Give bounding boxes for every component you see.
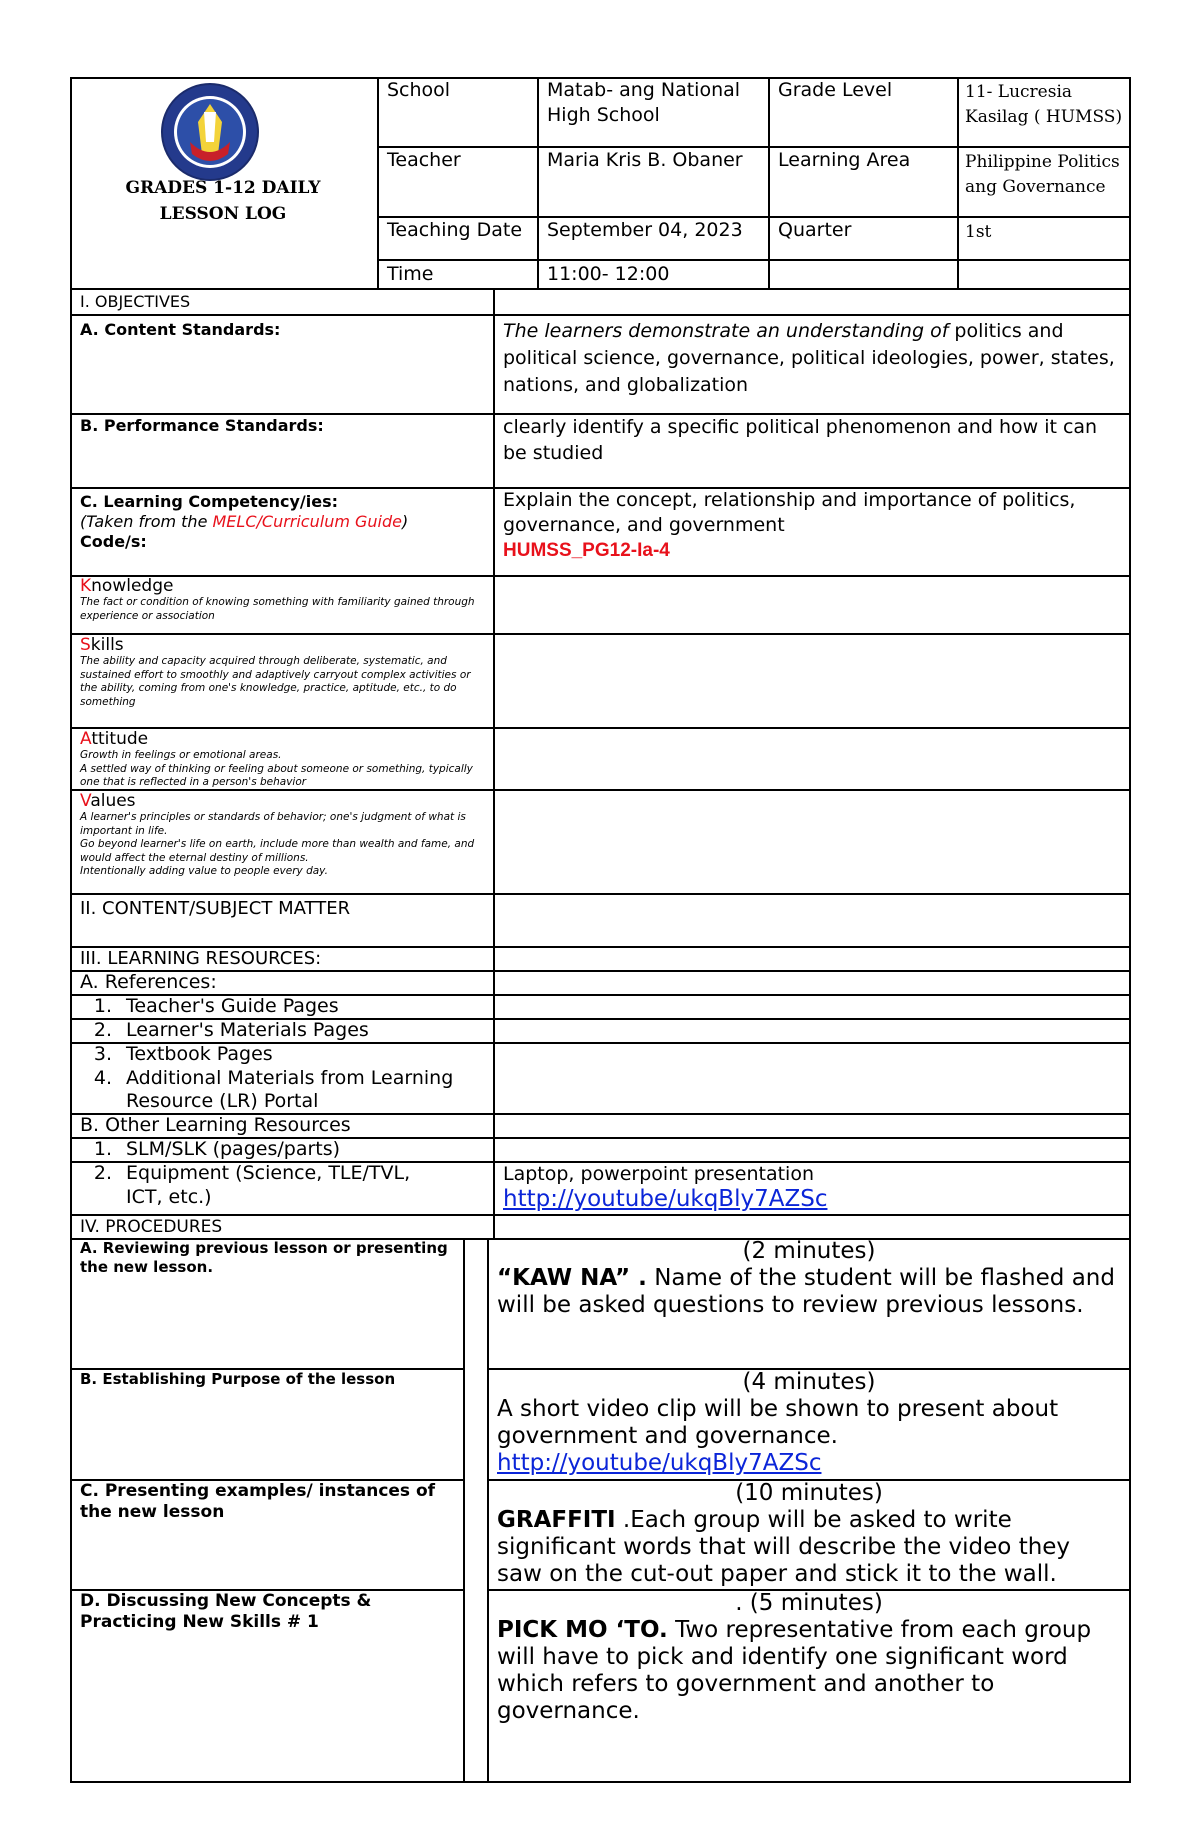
skills-block: Skills The ability and capacity acquired through deliberate, systematic, and sustained effort to smoothly and adaptively carryout complex activities or the ability, coming from one's knowledge, practice, aptitude, etc., to do something [80, 635, 471, 708]
procedure-b-video-link[interactable]: http://youtube/ukqBly7AZSc [497, 1450, 822, 1476]
procedure-d-time: . (5 minutes) [735, 1590, 883, 1616]
teaching-date-value: September 04, 2023 [547, 219, 743, 241]
content-standards-label: A. Content Standards: [80, 320, 281, 339]
procedure-c-time: (10 minutes) [735, 1480, 883, 1506]
learning-area-value: Philippine Politics ang Governance [965, 152, 1120, 197]
teacher-value: Maria Kris B. Obaner [547, 149, 743, 171]
school-value: Matab- ang National High School [547, 79, 741, 126]
other-item: 2. Equipment (Science, TLE/TVL, [93, 1162, 411, 1184]
procedure-a-time: (2 minutes) [742, 1238, 876, 1264]
references-heading: A. References: [80, 971, 217, 993]
learning-competency-value: Explain the concept, relationship and importance of politics, governance, and government HUMSS_PG12-Ia-4 [503, 489, 1076, 561]
teaching-date-label: Teaching Date [387, 219, 523, 241]
teacher-label: Teacher [387, 149, 461, 171]
procedure-c-text: GRAFFITI .Each group will be asked to write significant words that will describe the video they saw on the cut-out paper and stick it to the wall. [497, 1507, 1071, 1587]
procedure-b-time: (4 minutes) [742, 1369, 876, 1395]
content-standards-value: The learners demonstrate an understanding of politics and political science, governance, political ideologies, power, states, nations, and globalization [503, 320, 1115, 396]
procedure-a-text: “KAW NA” . Name of the student will be flashed and will be asked questions to review previous lessons. [497, 1265, 1115, 1318]
learning-area-label: Learning Area [778, 149, 911, 171]
procedure-b-label: B. Establishing Purpose of the lesson [80, 1370, 396, 1388]
other-resources-heading: B. Other Learning Resources [80, 1114, 351, 1136]
values-block: Values A learner's principles or standards of behavior; one's judgment of what is important in life. Go beyond learner's life on earth, include more than wealth and fame, and would affect the eternal destiny of millions. Intentionally adding value to people every day. [80, 791, 475, 877]
grade-value: 11- Lucresia Kasilag ( HUMSS) [965, 82, 1123, 127]
other-item-continued: ICT, etc.) [126, 1186, 212, 1208]
page-title: GRADES 1-12 DAILY LESSON LOG [125, 178, 321, 224]
performance-standards-value: clearly identify a specific political phenomenon and how it can be studied [503, 416, 1098, 464]
procedures-heading: IV. PROCEDURES [80, 1217, 223, 1237]
performance-standards-label: B. Performance Standards: [80, 416, 324, 435]
ref-item: 3. Textbook Pages [93, 1043, 273, 1065]
time-value: 11:00- 12:00 [547, 263, 670, 285]
procedure-d-label: D. Discussing New Concepts & Practicing New Skills # 1 [80, 1591, 372, 1632]
other-item: 1. SLM/SLK (pages/parts) [93, 1138, 341, 1160]
ref-item: 1. Teacher's Guide Pages [93, 995, 339, 1017]
grade-label: Grade Level [778, 79, 893, 101]
time-label: Time [387, 263, 434, 285]
procedure-d-text: PICK MO ‘TO. Two representative from each group will have to pick and identify one significant word which refers to government and another to governance. [497, 1617, 1092, 1724]
deped-seal-logo [160, 82, 260, 182]
quarter-value: 1st [965, 222, 992, 242]
attitude-block: Attitude Growth in feelings or emotional areas. A settled way of thinking or feeling about someone or something, typically one that is reflected in a person's behavior [80, 729, 473, 788]
procedure-a-label: A. Reviewing previous lesson or presenting the new lesson. [80, 1239, 448, 1276]
quarter-label: Quarter [778, 219, 852, 241]
knowledge-block: Knowledge The fact or condition of knowing something with familiarity gained through experience or association [80, 576, 475, 622]
equipment-value: Laptop, powerpoint presentation [503, 1163, 814, 1185]
objectives-heading: I. OBJECTIVES [80, 292, 191, 311]
learning-competency-label: C. Learning Competency/ies: (Taken from the MELC/Curriculum Guide) Code/s: [80, 492, 409, 551]
learning-resources-heading: III. LEARNING RESOURCES: [80, 948, 322, 969]
school-label: School [387, 79, 451, 101]
equipment-video-link[interactable]: http://youtube/ukqBly7AZSc [503, 1186, 828, 1212]
procedure-b-text: A short video clip will be shown to present about government and governance. [497, 1396, 1059, 1449]
ref-item: 2. Learner's Materials Pages [93, 1019, 369, 1041]
ref-item-continued: Resource (LR) Portal [126, 1090, 319, 1112]
ref-item: 4. Additional Materials from Learning [93, 1067, 454, 1089]
procedure-c-label: C. Presenting examples/ instances of the new lesson [80, 1481, 436, 1522]
content-heading: II. CONTENT/SUBJECT MATTER [80, 898, 351, 919]
